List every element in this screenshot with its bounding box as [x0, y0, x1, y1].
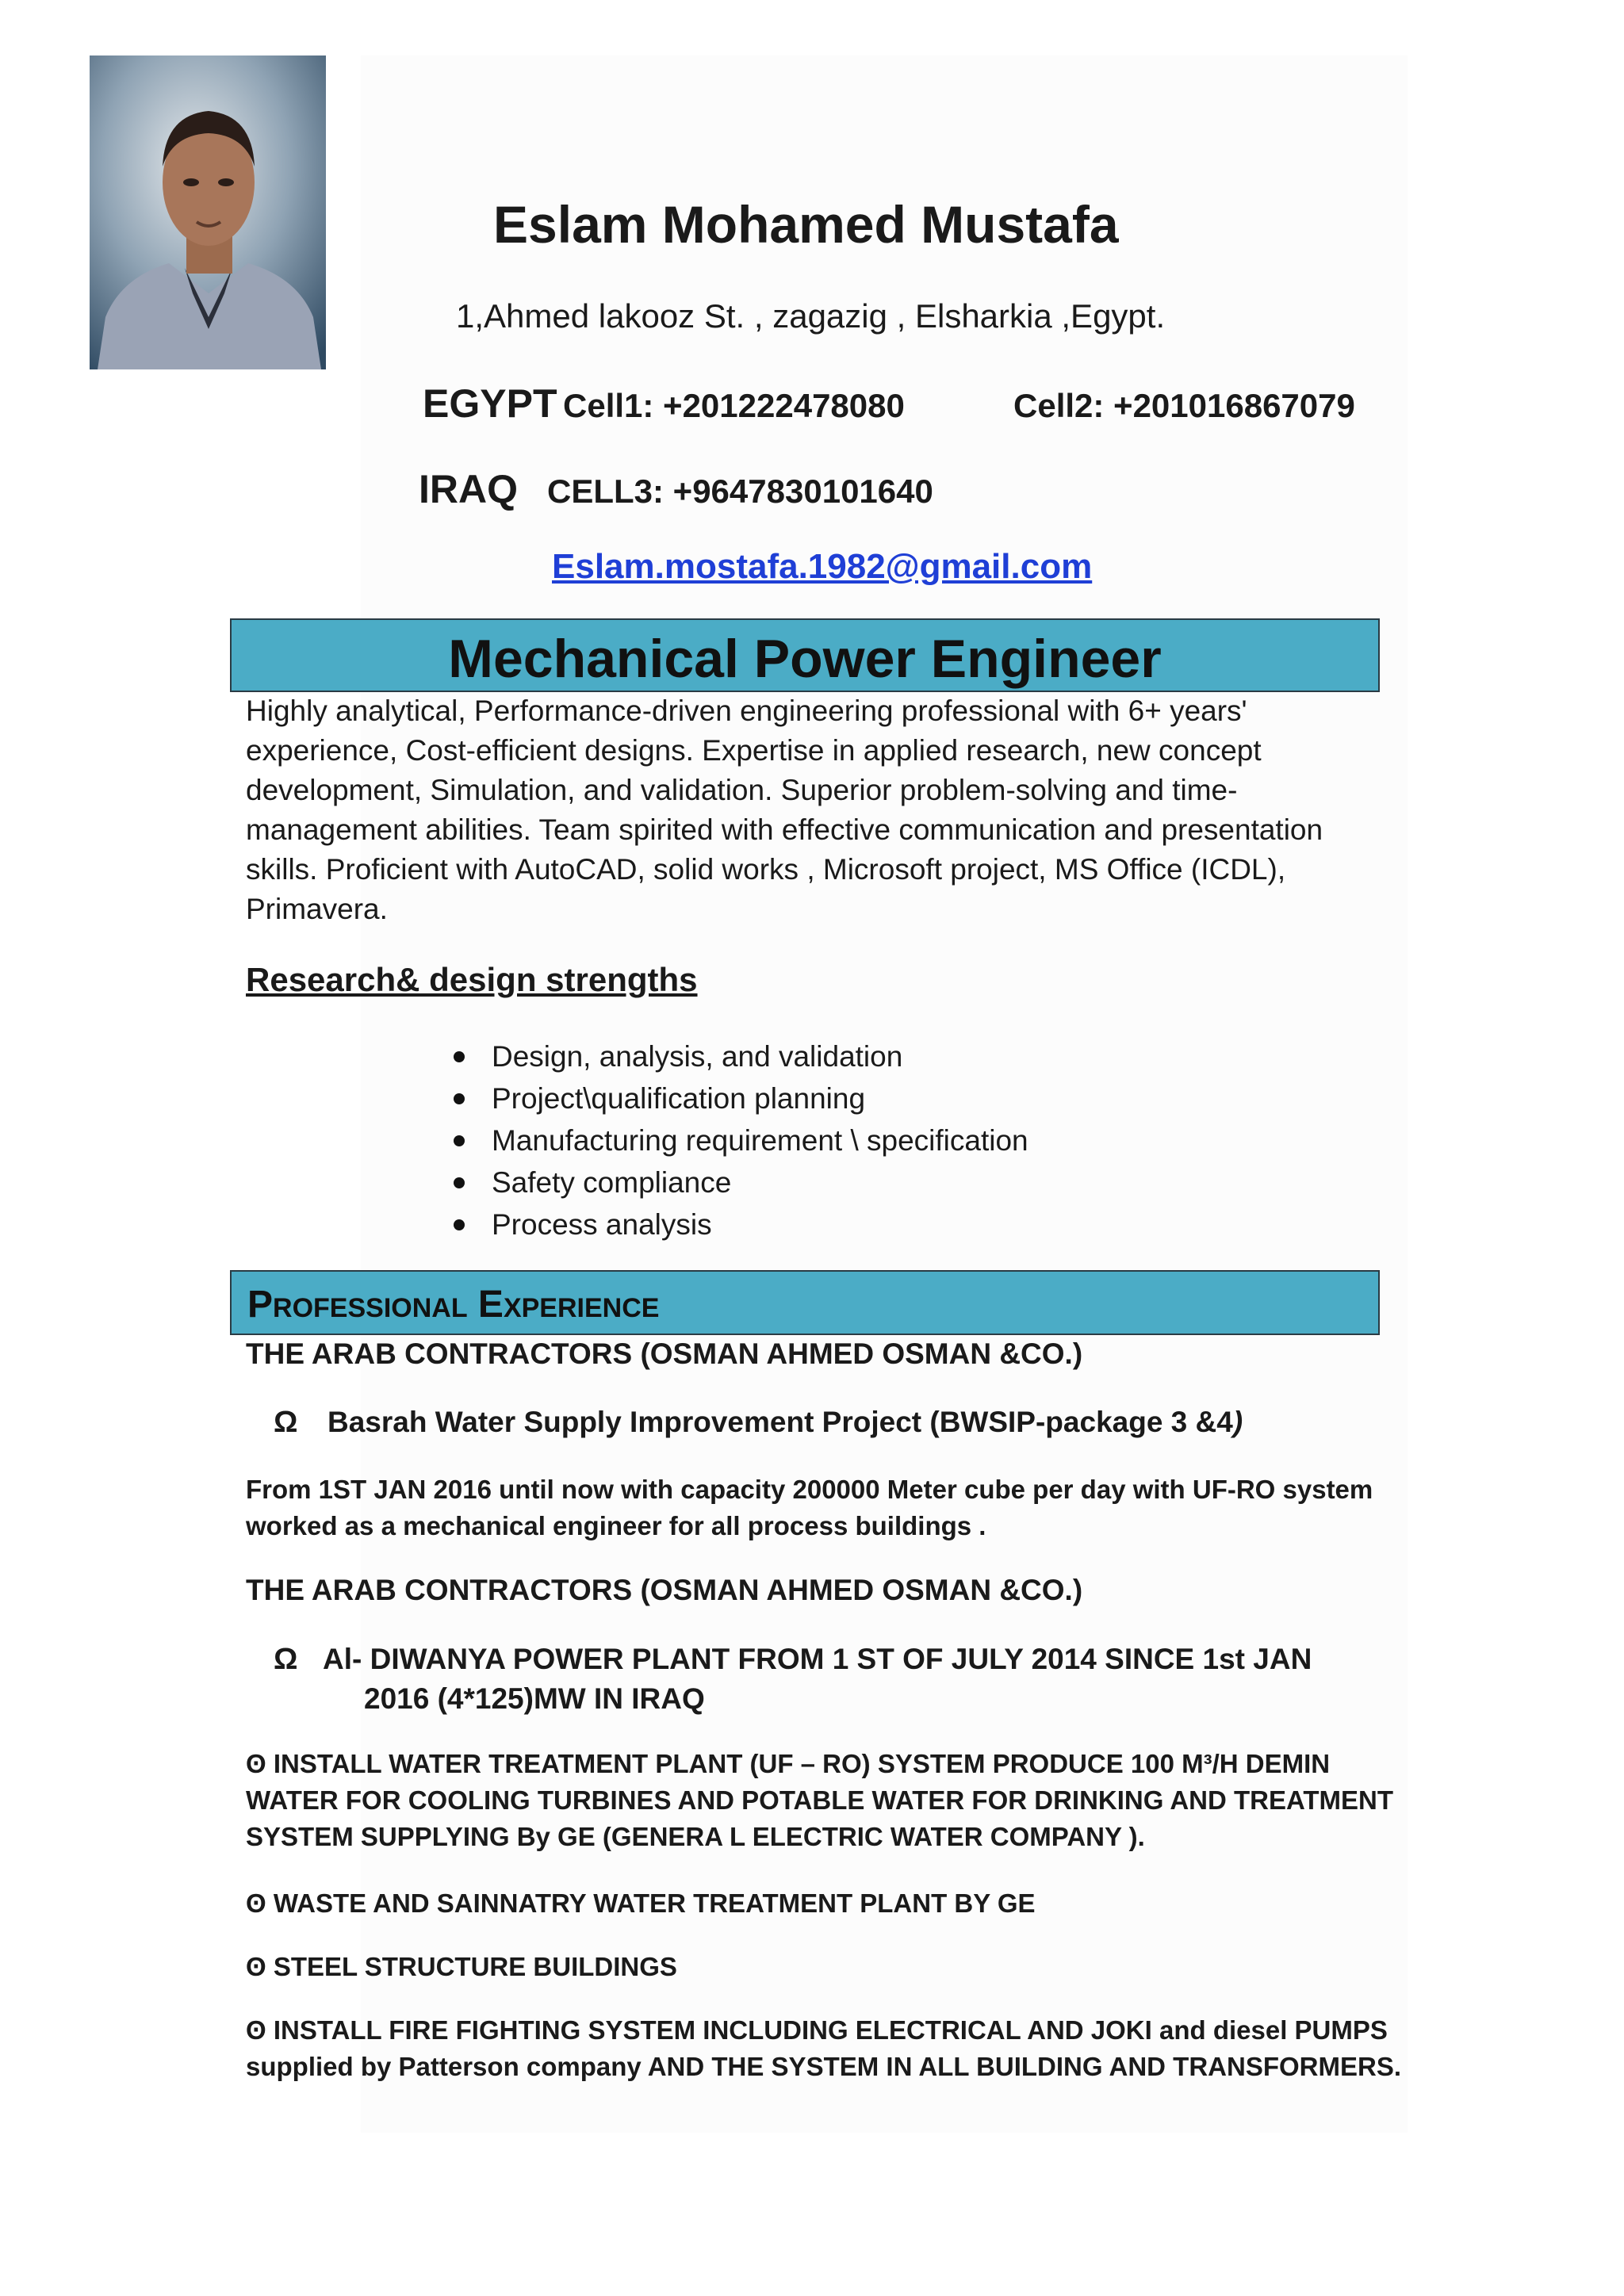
- project-1-description: From 1ST JAN 2016 until now with capacity 200000 Meter cube per day with UF-RO system worked as a mechanical engineer for all process buildings .: [246, 1475, 1373, 1540]
- omega-icon: Ω: [274, 1643, 298, 1676]
- profile-photo: [90, 55, 326, 369]
- list-item: Manufacturing requirement \ specification: [444, 1119, 1028, 1161]
- list-item: Design, analysis, and validation: [444, 1035, 1028, 1077]
- task-3: ʘ STEEL STRUCTURE BUILDINGS: [246, 1952, 677, 1981]
- experience-band: [230, 1270, 1380, 1335]
- project-2-line-2: 2016 (4*125)MW IN IRAQ: [364, 1682, 705, 1715]
- candidate-name: Eslam Mohamed Mustafa: [493, 195, 1119, 254]
- experience-heading: Professional Experience: [247, 1284, 660, 1326]
- list-item: Project\qualification planning: [444, 1077, 1028, 1119]
- theta-icon: ʘ: [246, 1888, 266, 1918]
- company-2: THE ARAB CONTRACTORS (OSMAN AHMED OSMAN &CO.): [246, 1574, 1083, 1606]
- project-1: Basrah Water Supply Improvement Project (BWSIP-package 3 &4): [327, 1406, 1243, 1438]
- theta-icon: ʘ: [246, 1952, 266, 1981]
- list-item: Process analysis: [444, 1203, 1028, 1246]
- cell1: Cell1: +201222478080: [563, 387, 905, 424]
- strengths-list: [444, 1035, 1028, 1246]
- portrait-image: [90, 55, 326, 369]
- summary: Highly analytical, Performance-driven engineering professional with 6+ years' experience, Cost-efficient designs. Expertise in applied research, new concept development, Simulation, and validation. Superior problem-solving and time-management abilities. Team spirited with effective communication and presentation skills. Proficient with AutoCAD, solid works , Microsoft project, MS Office (ICDL), Primavera.: [246, 695, 1323, 925]
- bullet-icon: [454, 1135, 465, 1146]
- theta-icon: ʘ: [246, 2015, 266, 2045]
- task-1: ʘ INSTALL WATER TREATMENT PLANT (UF – RO) SYSTEM PRODUCE 100 M³/H DEMIN WATER FOR COOLING TURBINES AND POTABLE WATER FOR DRINKING AND TREATMENT SYSTEM SUPPLYING By GE (GENERA L ELECTRIC WATER COMPANY ).: [246, 1749, 1394, 1851]
- bullet-icon: [454, 1051, 465, 1062]
- cell3: CELL3: +9647830101640: [547, 473, 933, 510]
- cell2: Cell2: +201016867079: [1013, 387, 1355, 424]
- company-1: THE ARAB CONTRACTORS (OSMAN AHMED OSMAN &CO.): [246, 1337, 1083, 1370]
- bullet-icon: [454, 1093, 465, 1104]
- omega-icon: Ω: [274, 1406, 298, 1439]
- title-band: [230, 618, 1380, 692]
- task-4: ʘ INSTALL FIRE FIGHTING SYSTEM INCLUDING ELECTRICAL AND JOKI and diesel PUMPS supplied by Patterson company AND THE SYSTEM IN ALL BUILDING AND TRANSFORMERS.: [246, 2015, 1401, 2081]
- list-item: Safety compliance: [444, 1161, 1028, 1203]
- task-2: ʘ WASTE AND SAINNATRY WATER TREATMENT PLANT BY GE: [246, 1888, 1036, 1918]
- theta-icon: ʘ: [246, 1749, 266, 1778]
- egypt-label: EGYPT: [423, 381, 557, 426]
- bullet-icon: [454, 1219, 465, 1230]
- email-link[interactable]: Eslam.mostafa.1982@gmail.com: [552, 547, 1093, 586]
- job-title: Mechanical Power Engineer: [448, 629, 1162, 689]
- address: 1,Ahmed lakooz St. , zagazig , Elsharkia ,Egypt.: [456, 297, 1166, 335]
- strengths-heading: Research& design strengths: [246, 961, 698, 998]
- project-2-line-1: Al- DIWANYA POWER PLANT FROM 1 ST OF JULY 2014 SINCE 1st JAN: [323, 1643, 1312, 1675]
- iraq-label: IRAQ: [419, 467, 518, 511]
- bullet-icon: [454, 1177, 465, 1188]
